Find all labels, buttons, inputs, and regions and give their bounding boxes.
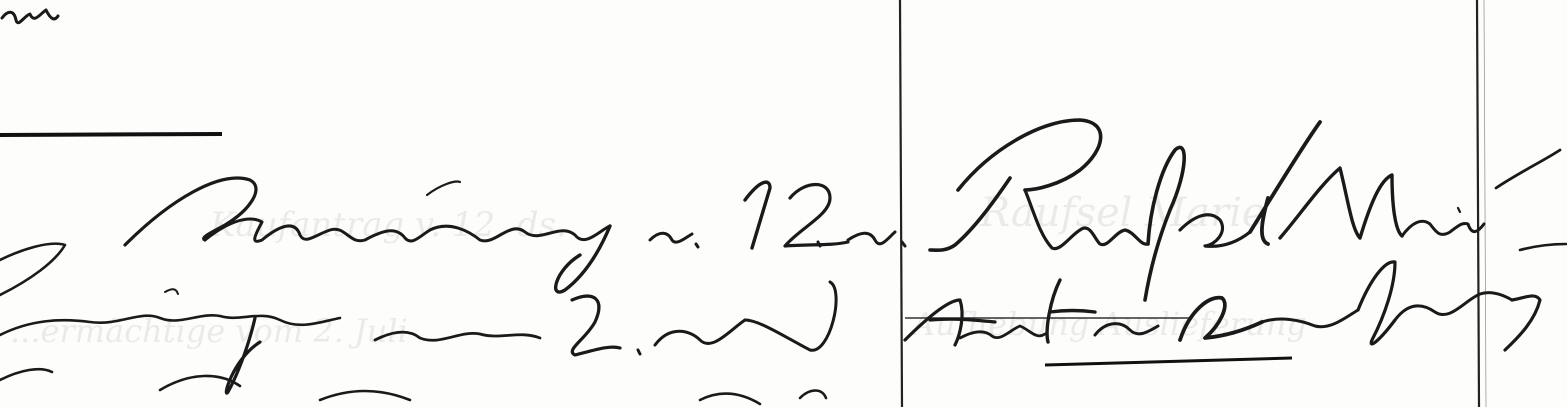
middle-line-2-text: Aufhebung Auslieferung [912,305,1307,343]
column-divider-2 [1477,0,1479,407]
middle-line-1-ink [930,120,1484,300]
left-line-2-ink [0,244,836,393]
column-divider-2-shadow [1484,0,1486,407]
bottom-fragments [0,369,826,404]
column-divider-1 [900,0,902,407]
middle-line-2-ink [905,262,1540,350]
middle-line-1-text: Raufsel Marie [980,190,1266,236]
left-line-1-text: Kaufantrag v. 12. ds. [210,205,567,245]
fragment-top-left [2,10,58,23]
section-rule [0,134,222,135]
name-underline [1045,358,1292,365]
left-line-1-ink [125,178,905,292]
right-column-marks [1496,150,1566,250]
left-line-2-text: ...ermächtige vom 2. Juli [10,312,408,350]
